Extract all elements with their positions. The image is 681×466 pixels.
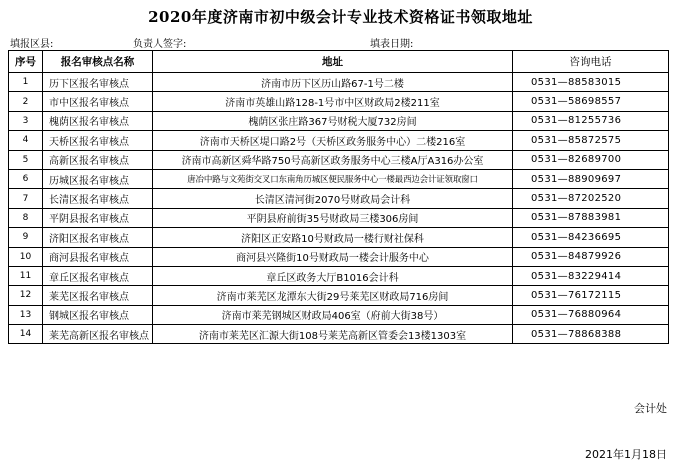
contact-phone: 0531—83229414 xyxy=(513,266,669,285)
address-table xyxy=(8,50,669,344)
site-address: 济阳区正安路10号财政局一楼行财社保科 xyxy=(153,228,513,247)
site-name: 钢城区报名审核点 xyxy=(43,305,153,324)
row-number: 10 xyxy=(9,247,43,266)
table-row xyxy=(9,247,669,266)
table-row xyxy=(9,228,669,247)
issuing-department: 会计处 xyxy=(634,402,667,415)
table-row xyxy=(9,266,669,285)
site-name: 长清区报名审核点 xyxy=(43,189,153,208)
site-address: 济南市莱芜区龙潭东大街29号莱芜区财政局716房间 xyxy=(153,286,513,305)
site-name: 槐荫区报名审核点 xyxy=(43,111,153,130)
row-number: 7 xyxy=(9,189,43,208)
contact-phone: 0531—58698557 xyxy=(513,92,669,111)
table-row xyxy=(9,169,669,188)
site-address: 商河县兴隆街10号财政局一楼会计服务中心 xyxy=(153,247,513,266)
site-name: 历城区报名审核点 xyxy=(43,169,153,188)
site-address: 济南市莱芜钢城区财政局406室（府前大街38号） xyxy=(153,305,513,324)
contact-phone: 0531—78868388 xyxy=(513,325,669,344)
row-number: 14 xyxy=(9,325,43,344)
site-address: 章丘区政务大厅B1016会计科 xyxy=(153,266,513,285)
row-number: 13 xyxy=(9,305,43,324)
site-address: 唐冶中路与文苑街交叉口东南角历城区便民服务中心一楼最西边会计证领取窗口 xyxy=(153,169,513,188)
table-row xyxy=(9,305,669,324)
contact-phone: 0531—85872575 xyxy=(513,131,669,150)
table-row xyxy=(9,286,669,305)
site-name: 莱芜区报名审核点 xyxy=(43,286,153,305)
row-number: 11 xyxy=(9,266,43,285)
contact-phone: 0531—88583015 xyxy=(513,73,669,92)
contact-phone: 0531—84879926 xyxy=(513,247,669,266)
site-address: 槐荫区张庄路367号财税大厦732房间 xyxy=(153,111,513,130)
site-name: 历下区报名审核点 xyxy=(43,73,153,92)
table-row xyxy=(9,73,669,92)
site-address: 济南市天桥区堤口路2号（天桥区政务服务中心）二楼216室 xyxy=(153,131,513,150)
row-number: 4 xyxy=(9,131,43,150)
row-number: 12 xyxy=(9,286,43,305)
table-row xyxy=(9,150,669,169)
header-site: 报名审核点名称 xyxy=(43,51,153,73)
table-row xyxy=(9,189,669,208)
date-label: 填表日期: xyxy=(370,39,414,50)
header-phone: 咨询电话 xyxy=(513,51,669,73)
header-no: 序号 xyxy=(9,51,43,73)
table-row xyxy=(9,92,669,111)
contact-phone: 0531—76172115 xyxy=(513,286,669,305)
site-name: 市中区报名审核点 xyxy=(43,92,153,111)
table-header-row xyxy=(9,51,669,73)
table-row xyxy=(9,131,669,150)
site-address: 济南市高新区舜华路750号高新区政务服务中心三楼A厅A316办公室 xyxy=(153,150,513,169)
header-address: 地址 xyxy=(153,51,513,73)
table-row xyxy=(9,325,669,344)
row-number: 6 xyxy=(9,169,43,188)
row-number: 3 xyxy=(9,111,43,130)
site-address: 济南市历下区历山路67-1号二楼 xyxy=(153,73,513,92)
site-name: 济阳区报名审核点 xyxy=(43,228,153,247)
contact-phone: 0531—76880964 xyxy=(513,305,669,324)
row-number: 1 xyxy=(9,73,43,92)
row-number: 5 xyxy=(9,150,43,169)
site-name: 高新区报名审核点 xyxy=(43,150,153,169)
contact-phone: 0531—88909697 xyxy=(513,169,669,188)
contact-phone: 0531—81255736 xyxy=(513,111,669,130)
contact-phone: 0531—84236695 xyxy=(513,228,669,247)
row-number: 9 xyxy=(9,228,43,247)
site-name: 商河县报名审核点 xyxy=(43,247,153,266)
site-address: 长清区清河街2070号财政局会计科 xyxy=(153,189,513,208)
district-label: 填报区县: xyxy=(10,39,54,50)
contact-phone: 0531—82689700 xyxy=(513,150,669,169)
table-row xyxy=(9,208,669,227)
contact-phone: 0531—87883981 xyxy=(513,208,669,227)
document-title: 2020年度济南市初中级会计专业技术资格证书领取地址 xyxy=(148,8,533,26)
site-name: 平阴县报名审核点 xyxy=(43,208,153,227)
contact-phone: 0531—87202520 xyxy=(513,189,669,208)
site-address: 平阴县府前街35号财政局三楼306房间 xyxy=(153,208,513,227)
row-number: 8 xyxy=(9,208,43,227)
site-address: 济南市英雄山路128-1号市中区财政局2楼211室 xyxy=(153,92,513,111)
responsible-label: 负责人签字: xyxy=(133,39,187,50)
site-name: 章丘区报名审核点 xyxy=(43,266,153,285)
table-row xyxy=(9,111,669,130)
row-number: 2 xyxy=(9,92,43,111)
site-name: 莱芜高新区报名审核点 xyxy=(43,325,153,344)
site-name: 天桥区报名审核点 xyxy=(43,131,153,150)
issue-date: 2021年1月18日 xyxy=(585,448,667,461)
site-address: 济南市莱芜区汇源大街108号莱芜高新区管委会13楼1303室 xyxy=(153,325,513,344)
